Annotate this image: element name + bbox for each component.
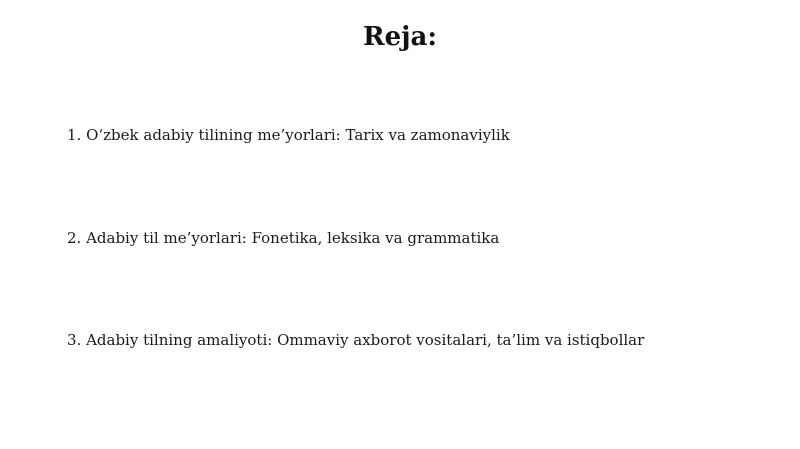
plan-item: 1. O‘zbek adabiy tilining me’yorlari: Tarix va zamonaviylik: [67, 126, 510, 144]
plan-item: 3. Adabiy tilning amaliyoti: Ommaviy axborot vositalari, ta’lim va istiqbollar: [67, 331, 645, 349]
plan-item: 2. Adabiy til me’yorlari: Fonetika, leksika va grammatika: [67, 229, 500, 247]
slide-title: Reja:: [362, 22, 437, 52]
